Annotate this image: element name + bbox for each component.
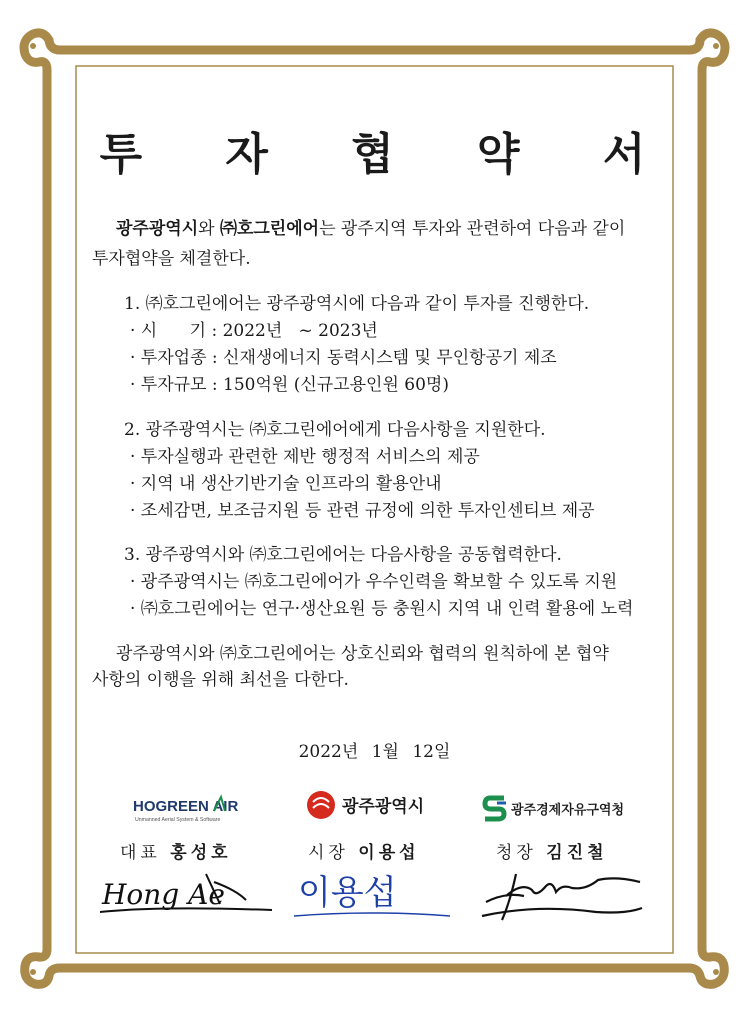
- signatory-name: 이용섭: [358, 843, 420, 863]
- signature-gfez: [476, 862, 646, 932]
- signatory-role: 대표: [120, 843, 161, 863]
- section1-item-scale: · 투자규모 : 150억원 (신규고용인원 60명): [130, 375, 449, 395]
- signature-gwangju: [290, 856, 460, 924]
- section1-item-period: · 시 기 : 2022년 ~ 2023년: [130, 321, 378, 341]
- signatory-name: 홍성호: [170, 843, 232, 863]
- section3-heading: 3. 광주광역시와 ㈜호그린에어는 다음사항을 공동협력한다.: [124, 545, 562, 565]
- section2-heading: 2. 광주광역시는 ㈜호그린에어에게 다음사항을 지원한다.: [124, 420, 546, 440]
- hogreen-logo-text: HOGREEN AIR: [133, 798, 239, 815]
- intro-line-1: [116, 214, 625, 239]
- gfez-logo: [482, 791, 642, 829]
- gwangju-city-logo: [306, 788, 456, 828]
- intro-line-2: 투자협약을 체결한다.: [92, 249, 251, 269]
- signatory-role: 청장: [496, 843, 537, 863]
- section2-item-2: · 지역 내 생산기반기술 인프라의 활용안내: [130, 474, 442, 494]
- hogreen-logo-subtitle: Unmanned Aerial System & Software: [135, 817, 221, 823]
- closing-line-1: 광주광역시와 ㈜호그린에어는 상호신뢰와 협력의 원칙하에 본 협약: [116, 644, 609, 664]
- section2-item-1: · 투자실행과 관련한 제반 행정적 서비스의 제공: [130, 447, 480, 467]
- hogreen-air-logo: [133, 793, 243, 831]
- signatory-gfez: [496, 838, 608, 863]
- gwangju-logo-text: 광주광역시: [342, 797, 425, 817]
- section1-item-industry: · 투자업종 : 신재생에너지 동력시스템 및 무인항공기 제조: [130, 348, 557, 368]
- signatory-name: 김진철: [546, 843, 608, 863]
- closing-line-2: 사항의 이행을 위해 최선을 다한다.: [92, 670, 349, 690]
- signature-gwangju-text: 이용섭: [298, 873, 397, 913]
- section2-item-3: · 조세감면, 보조금지원 등 관련 규정에 의한 투자인센티브 제공: [130, 501, 595, 521]
- document-title: 투 자 협 약 서: [99, 129, 680, 180]
- intro-rest: 는 광주지역 투자와 관련하여 다음과 같이: [319, 219, 626, 239]
- gfez-emblem-icon: [485, 798, 504, 819]
- party-hogreen: ㈜호그린에어: [219, 219, 320, 239]
- section3-item-2: · ㈜호그린에어는 연구·생산요원 등 충원시 지역 내 인력 활용에 노력: [130, 599, 634, 619]
- gfez-logo-text: 광주경제자유구역청: [511, 803, 625, 818]
- agreement-date: 2022년 1월 12일: [298, 742, 451, 762]
- section3-item-1: · 광주광역시는 ㈜호그린에어가 우수인력을 확보할 수 있도록 지원: [130, 572, 618, 592]
- signature-hogreen: [96, 860, 276, 924]
- signatory-role: 시장: [308, 843, 349, 863]
- intro-conj: 와: [198, 219, 220, 239]
- party-gwangju: 광주광역시: [116, 219, 199, 239]
- signature-hogreen-text: Hong Ae: [102, 878, 225, 911]
- hogreen-air-logo-mark: [133, 793, 243, 827]
- section1-heading: 1. ㈜호그린에어는 광주광역시에 다음과 같이 투자를 진행한다.: [124, 294, 590, 314]
